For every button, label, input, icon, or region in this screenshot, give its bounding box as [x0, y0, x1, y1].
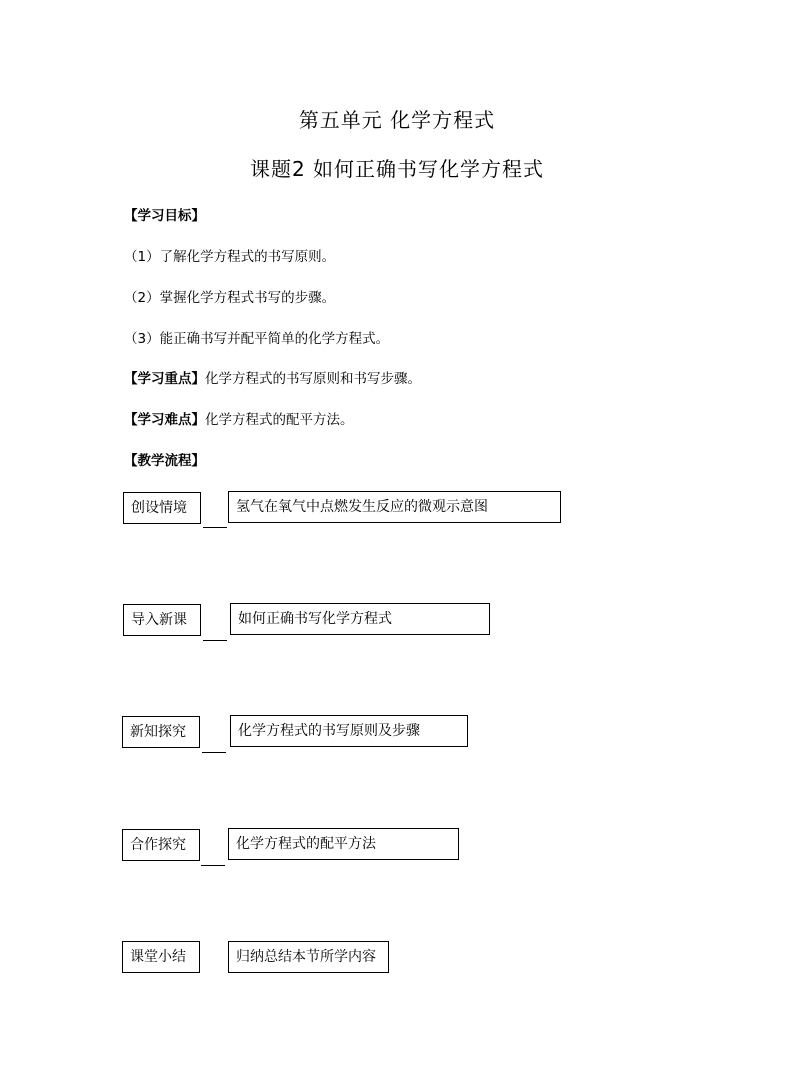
key-point-text: 化学方程式的书写原则和书写步骤。	[205, 371, 421, 387]
objective-item-1: （1）了解化学方程式的书写原则。	[124, 249, 336, 265]
objectives-heading: 【学习目标】	[124, 208, 205, 224]
difficulty-label: 【学习难点】	[124, 412, 205, 428]
process-content-box: 如何正确书写化学方程式	[230, 603, 490, 635]
flow-connector	[203, 527, 227, 528]
process-heading: 【教学流程】	[124, 453, 205, 469]
objective-item-3: （3）能正确书写并配平简单的化学方程式。	[124, 331, 390, 347]
process-stage-box: 新知探究	[122, 716, 200, 748]
flow-connector	[202, 752, 226, 753]
key-point-line	[124, 369, 421, 389]
objective-item-2: （2）掌握化学方程式书写的步骤。	[124, 290, 336, 306]
key-point-label: 【学习重点】	[124, 371, 205, 387]
difficulty-line	[124, 410, 354, 430]
difficulty-text: 化学方程式的配平方法。	[205, 412, 354, 428]
process-content-box: 氢气在氧气中点燃发生反应的微观示意图	[228, 491, 561, 523]
process-content-box: 化学方程式的书写原则及步骤	[230, 715, 468, 747]
process-stage-box: 课堂小结	[122, 941, 200, 973]
flow-connector	[203, 640, 227, 641]
process-stage-box: 导入新课	[123, 604, 201, 636]
process-content-box: 化学方程式的配平方法	[228, 828, 459, 860]
lesson-title: 课题2 如何正确书写化学方程式	[249, 157, 545, 181]
flow-connector	[201, 865, 225, 866]
process-content-box: 归纳总结本节所学内容	[228, 941, 389, 973]
process-stage-box: 合作探究	[122, 829, 200, 861]
unit-title: 第五单元 化学方程式	[298, 108, 496, 132]
process-stage-box: 创设情境	[123, 492, 201, 524]
